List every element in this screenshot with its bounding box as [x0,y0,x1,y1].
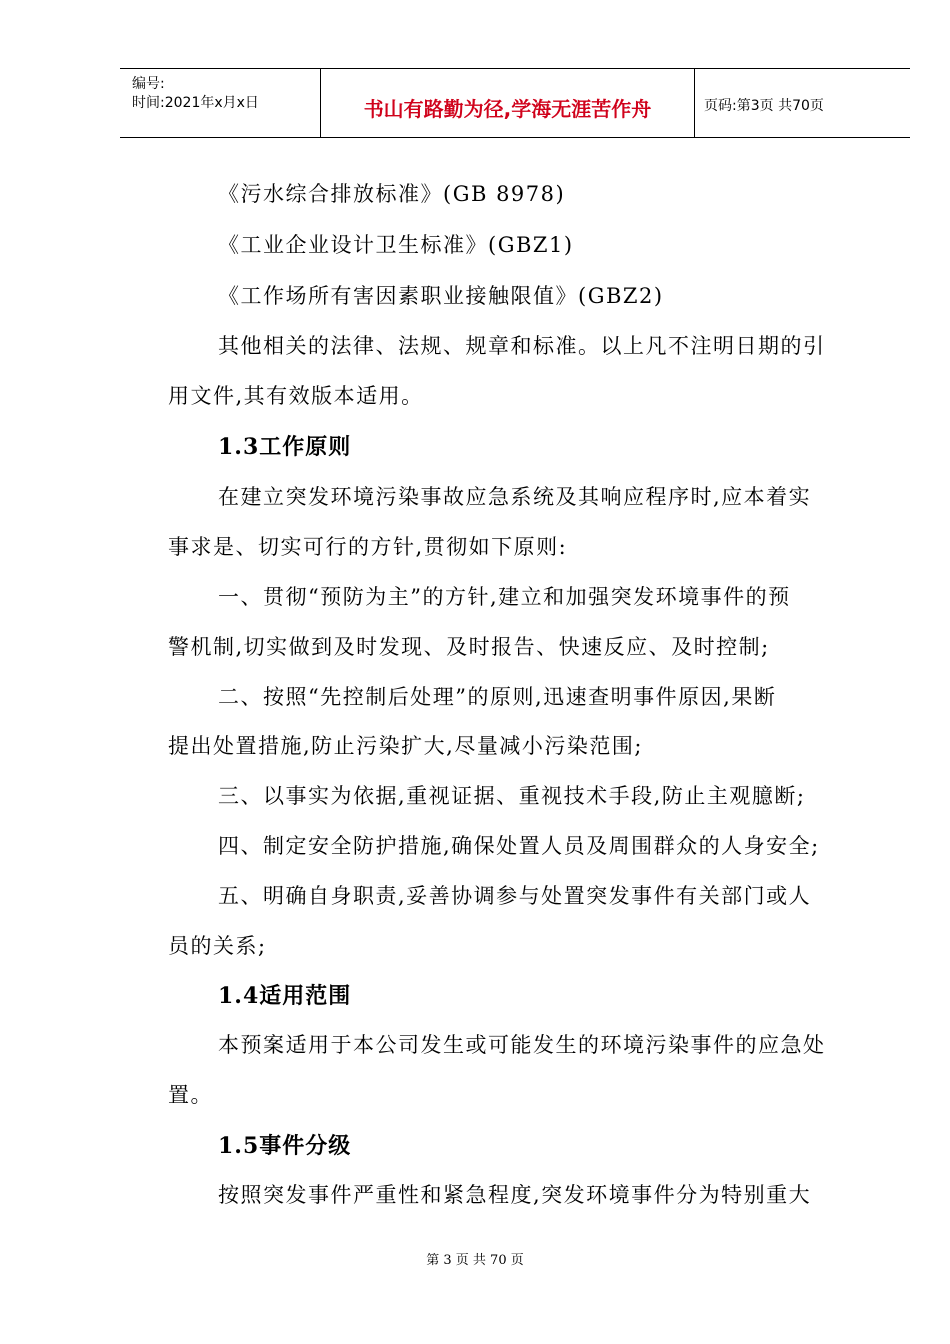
header-right-cell [694,69,910,137]
body-line: 《工作场所有害因素职业接触限值》(GBZ2) [218,284,664,308]
body-line: 事求是、切实可行的方针,贯彻如下原则: [168,535,568,559]
body-line: 五、明确自身职责,妥善协调参与处置突发事件有关部门或人 [218,884,812,908]
header-middle-cell [320,69,695,137]
body-line: 本预案适用于本公司发生或可能发生的环境污染事件的应急处 [218,1033,826,1057]
body-line: 一、贯彻“预防为主”的方针,建立和加强突发环境事件的预 [218,585,791,609]
page-footer: 第 3 页 共 70 页 [426,1253,524,1268]
body-line: 在建立突发环境污染事故应急系统及其响应程序时,应本着实 [218,485,812,509]
header-left-cell [120,69,320,137]
body-line: 警机制,切实做到及时发现、及时报告、快速反应、及时控制; [168,635,770,659]
body-line: 三、以事实为依据,重视证据、重视技术手段,防止主观臆断; [218,784,806,808]
body-line: 提出处置措施,防止污染扩大,尽量减小污染范围; [168,734,643,758]
document-number-label: 编号: [132,76,165,92]
body-line: 按照突发事件严重性和紧急程度,突发环境事件分为特别重大 [218,1183,812,1207]
header-page-number: 页码:第3页 共70页 [704,98,824,114]
document-time-label: 时间:2021年x月x日 [132,95,259,111]
section-heading: 1.4适用范围 [218,983,352,1009]
body-line: 《污水综合排放标准》(GB 8978) [218,182,566,206]
body-line: 用文件,其有效版本适用。 [168,384,424,408]
body-line: 《工业企业设计卫生标准》(GBZ1) [218,233,574,257]
section-heading: 1.3工作原则 [218,434,352,460]
body-line: 二、按照“先控制后处理”的原则,迅速查明事件原因,果断 [218,685,777,709]
body-line: 四、制定安全防护措施,确保处置人员及周围群众的人身安全; [218,834,820,858]
page-header [120,68,910,138]
body-line: 员的关系; [168,934,267,958]
header-motto: 书山有路勤为径,学海无涯苦作舟 [363,97,652,121]
section-heading: 1.5事件分级 [218,1133,352,1159]
body-line: 其他相关的法律、法规、规章和标准。以上凡不注明日期的引 [218,334,826,358]
body-line: 置。 [168,1083,213,1107]
